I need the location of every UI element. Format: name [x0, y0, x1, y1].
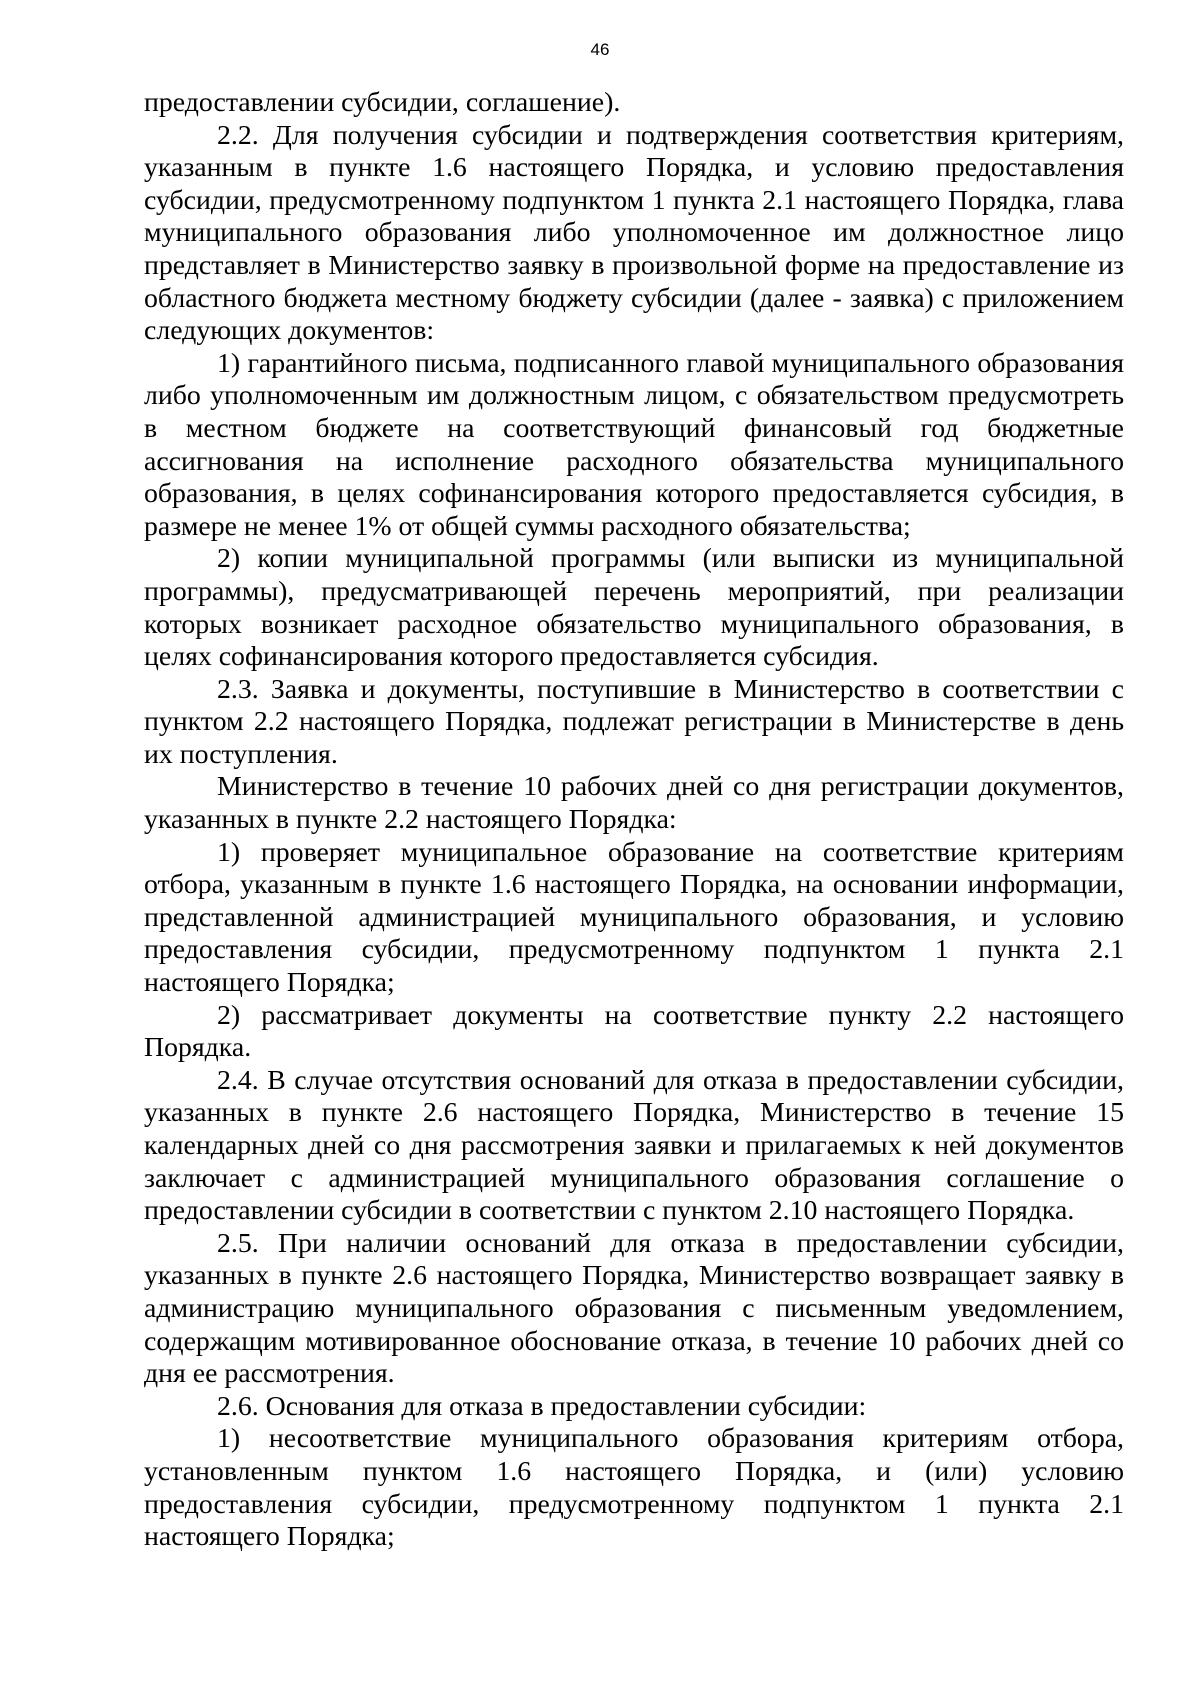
paragraph-2-2: 2.2. Для получения субсидии и подтверждения соответствия критериям, указанным в пункте 1.6 настоящего Порядка, и условию предоставления субсидии, предусмотренному подпунктом 1 пункта 2.1 настоящего Порядка, глава муниципального образования либо уполномоченное им должностное лицо представляет в Министерство заявку в произвольной форме на предоставление из областного бюджета местному бюджету субсидии (далее - заявка) с приложением следующих документов:	[144, 119, 1124, 347]
paragraph-2-6: 2.6. Основания для отказа в предоставлении субсидии:	[217, 1390, 867, 1422]
paragraph-2-6-item-1: 1) несоответствие муниципального образования критериям отбора, установленным пунктом 1.6 настоящего Порядка, и (или) условию предоставления субсидии, предусмотренному подпунктом 1 пункта 2.1 настоящего Порядка;	[144, 1423, 1124, 1553]
paragraph-review-item-1: 1) проверяет муниципальное образование на соответствие критериям отбора, указанным в пункте 1.6 настоящего Порядка, на основании информации, представленной администрацией муниципального образования, и условию предоставления субсидии, предусмотренному подпунктом 1 пункта 2.1 настоящего Порядка;	[144, 836, 1124, 999]
paragraph-2-5: 2.5. При наличии оснований для отказа в предоставлении субсидии, указанных в пункте 2.6 настоящего Порядка, Министерство возвращает заявку в администрацию муниципального образования с письменным уведомлением, содержащим мотивированное обоснование отказа, в течение 10 рабочих дней со дня ее рассмотрения.	[144, 1227, 1124, 1390]
paragraph-ministry-review: Министерство в течение 10 рабочих дней со дня регистрации документов, указанных в пункте 2.2 настоящего Порядка:	[144, 771, 1124, 836]
page-number: 46	[590, 40, 610, 59]
paragraph-2-2-item-1: 1) гарантийного письма, подписанного главой муниципального образования либо уполномоченным им должностным лицом, с обязательством предусмотреть в местном бюджете на соответствующий финансовый год бюджетные ассигнования на исполнение расходного обязательства муниципального образования, в целях софинансирования которого предоставляется субсидия, в размере не менее 1% от общей суммы расходного обязательства;	[144, 347, 1124, 542]
paragraph-review-item-2: 2) рассматривает документы на соответствие пункту 2.2 настоящего Порядка.	[144, 999, 1124, 1064]
paragraph-2-3: 2.3. Заявка и документы, поступившие в Министерство в соответствии с пунктом 2.2 настоящего Порядка, подлежат регистрации в Министерстве в день их поступления.	[144, 673, 1124, 770]
document-body	[144, 87, 1124, 1554]
paragraph-continuation: предоставлении субсидии, соглашение).	[144, 87, 621, 118]
paragraph-2-4: 2.4. В случае отсутствия оснований для отказа в предоставлении субсидии, указанных в пункте 2.6 настоящего Порядка, Министерство в течение 15 календарных дней со дня рассмотрения заявки и прилагаемых к ней документов заключает с администрацией муниципального образования соглашение о предоставлении субсидии в соответствии с пунктом 2.10 настоящего Порядка.	[144, 1064, 1124, 1227]
paragraph-2-2-item-2: 2) копии муниципальной программы (или выписки из муниципальной программы), предусматривающей перечень мероприятий, при реализации которых возникает расходное обязательство муниципального образования, в целях софинансирования которого предоставляется субсидия.	[144, 543, 1124, 673]
